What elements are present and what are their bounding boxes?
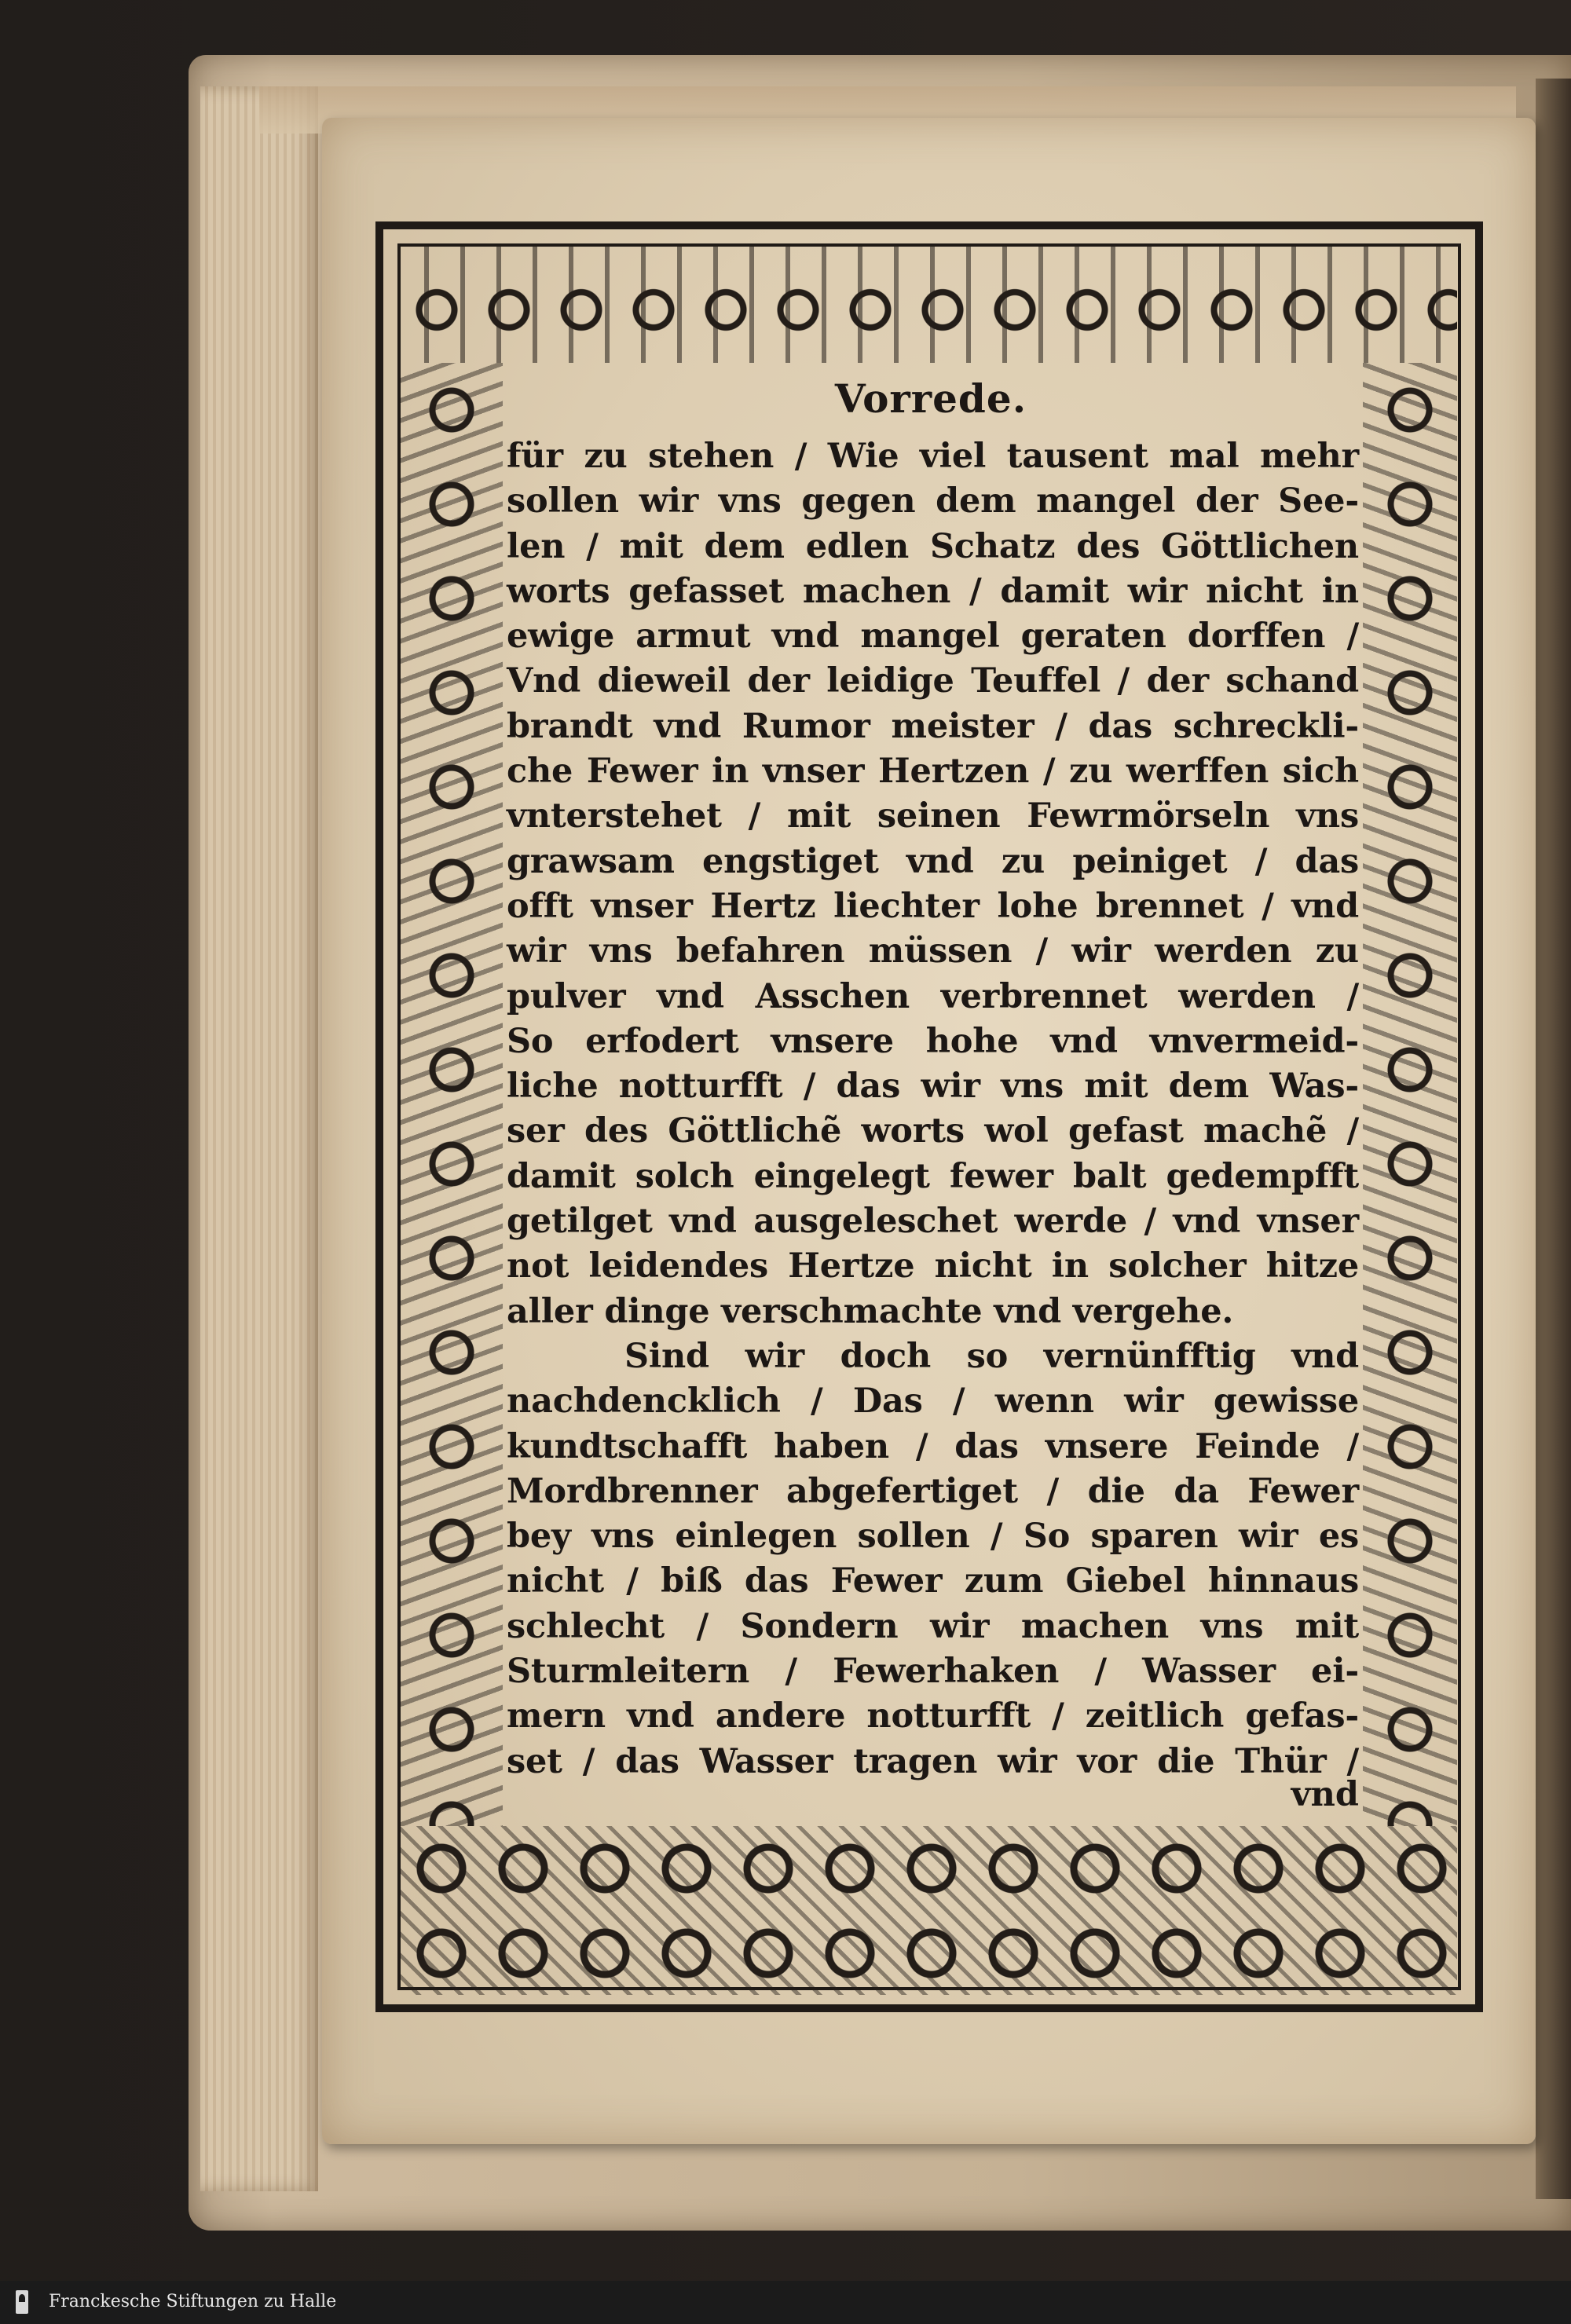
catchword: vnd xyxy=(1291,1775,1359,1814)
text-line: Vnd dieweil der leidige Teuffel / der schand xyxy=(507,661,1359,701)
text-line: vnterstehet / mit seinen Fewrmörseln vns xyxy=(507,796,1359,836)
text-block xyxy=(507,434,1359,1784)
footer-bar xyxy=(0,2281,1571,2324)
text-line: liche notturfft / das wir vns mit dem Was- xyxy=(507,1067,1359,1107)
page-edges xyxy=(200,86,318,2191)
text-line: mern vnd andere notturfft / zeitlich gefas- xyxy=(507,1696,1359,1737)
text-line: set / das Wasser tragen wir vor die Thür / xyxy=(507,1741,1359,1781)
page-heading: Vorrede. xyxy=(834,375,1027,422)
text-line: brandt vnd Rumor meister / das schreckli- xyxy=(507,706,1359,746)
text-line: grawsam engstiget vnd zu peiniget / das xyxy=(507,841,1359,881)
institution-logo-icon xyxy=(16,2290,28,2314)
text-line: pulver vnd Asschen verbrennet werden / xyxy=(507,976,1359,1016)
text-line: getilget vnd ausgeleschet werde / vnd vnser xyxy=(507,1202,1359,1242)
ornament-band-bottom xyxy=(401,1826,1457,1995)
text-line: nachdencklich / Das / wenn wir gewisse xyxy=(507,1382,1359,1422)
text-line: Sind wir doch so vernünfftig vnd xyxy=(624,1336,1359,1376)
book-gutter xyxy=(1536,79,1571,2199)
text-line: ser des Göttlichẽ worts wol gefast machẽ / xyxy=(507,1111,1359,1151)
text-line: für zu stehen / Wie viel tausent mal mehr xyxy=(507,437,1359,476)
text-line: worts gefasset machen / damit wir nicht in xyxy=(507,571,1359,611)
footer-institution-name: Franckesche Stiftungen zu Halle xyxy=(49,2292,337,2311)
text-line: wir vns befahren müssen / wir werden zu xyxy=(507,931,1359,972)
text-line: len / mit dem edlen Schatz des Göttlichen xyxy=(507,526,1359,566)
text-line: not leidendes Hertze nicht in solcher hitze xyxy=(507,1246,1359,1286)
text-line: kundtschafft haben / das vnsere Feinde / xyxy=(507,1426,1359,1466)
text-line: sollen wir vns gegen dem mangel der See- xyxy=(507,481,1359,522)
text-line: ewige armut vnd mangel geraten dorffen / xyxy=(507,617,1359,657)
text-line: nicht / biß das Fewer zum Giebel hinnaus xyxy=(507,1561,1359,1601)
text-line: schlecht / Sondern wir machen vns mit xyxy=(507,1606,1359,1646)
text-line: So erfodert vnsere hohe vnd vnvermeid- xyxy=(507,1021,1359,1061)
text-line: aller dinge verschmachte vnd vergehe. xyxy=(507,1291,1234,1331)
ornament-band-right xyxy=(1363,363,1457,1826)
ornament-band-left xyxy=(401,363,503,1826)
text-line: bey vns einlegen sollen / So sparen wir es xyxy=(507,1517,1359,1557)
ornament-band-top xyxy=(401,245,1457,363)
text-line: offt vnser Hertz liechter lohe brennet / vnd xyxy=(507,886,1359,926)
text-line: che Fewer in vnser Hertzen / zu werffen sich xyxy=(507,752,1359,792)
text-line: damit solch eingelegt fewer balt gedempfft xyxy=(507,1156,1359,1196)
text-line: Sturmleitern / Fewerhaken / Wasser ei- xyxy=(507,1652,1359,1692)
text-line: Mordbrenner abgefertiget / die da Fewer xyxy=(507,1471,1359,1511)
